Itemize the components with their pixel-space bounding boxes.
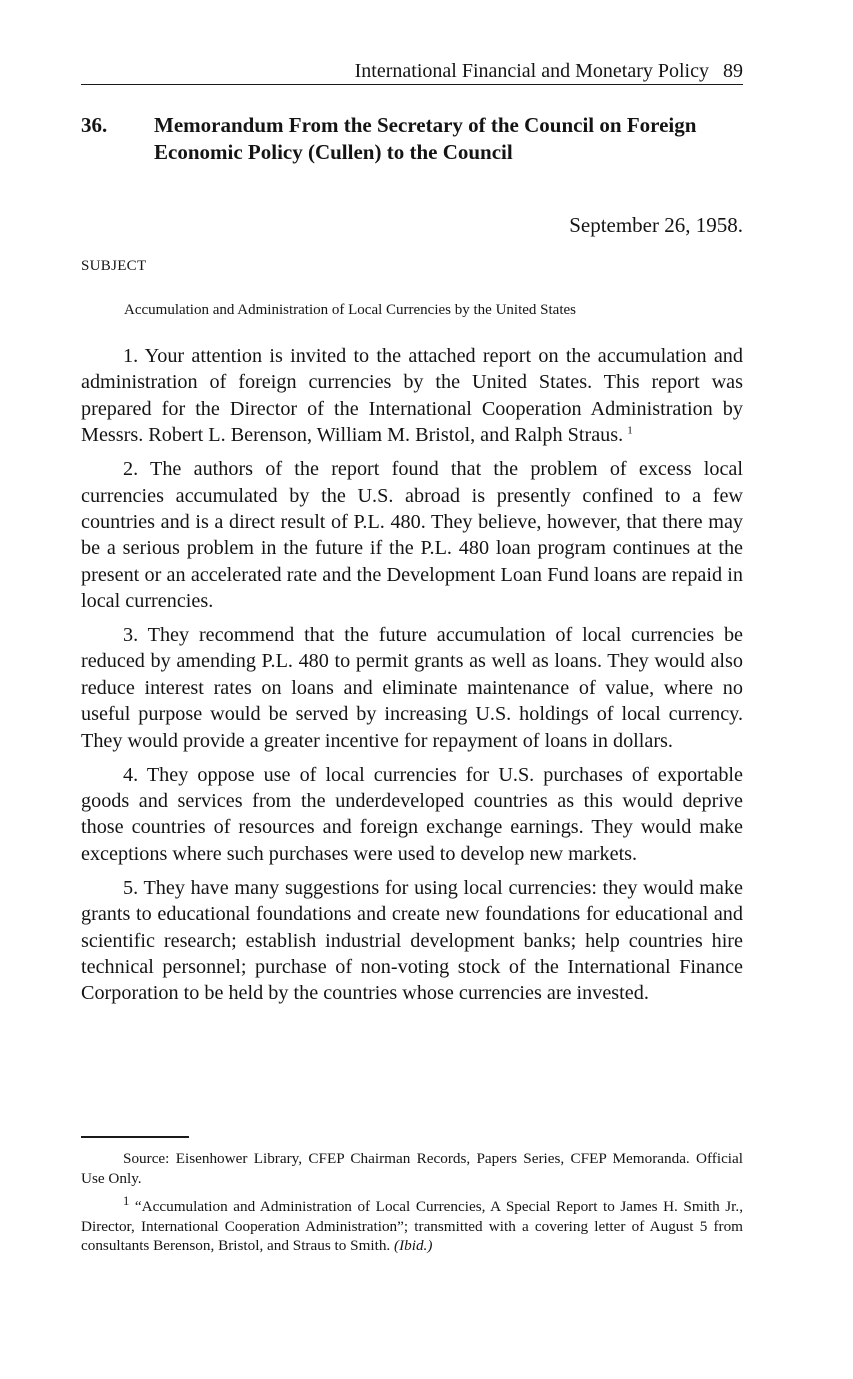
document-heading (81, 112, 749, 166)
paragraph-2 (81, 456, 743, 614)
document-date: September 26, 1958. (569, 213, 743, 237)
running-title: International Financial and Monetary Policy (354, 60, 709, 82)
paragraph-5 (81, 875, 743, 1007)
footnote-marker: 1 (123, 1194, 130, 1208)
running-header (81, 58, 743, 85)
footnote-citation: (Ibid.) (394, 1237, 433, 1255)
paragraph-4 (81, 762, 743, 868)
footnote-text: “Accumulation and Administration of Local Currencies, A Special Report to James H. Smith Jr., Director, International Cooperation Administration”; transmitted with a covering letter of August 5 from consultants Berenson, Bristol, and Straus to Smith. (81, 1198, 743, 1255)
source-note: Source: Eisenhower Library, CFEP Chairman Records, Papers Series, CFEP Memoranda. Official Use Only. (81, 1150, 743, 1187)
paragraph-text: 3. They recommend that the future accumulation of local currencies be reduced by amending P.L. 480 to permit grants as well as loans. They would also reduce interest rates on loans and eliminate maintenance of value, where no useful purpose would be served by increasing U.S. holdings of local currency. They would provide a greater incentive for repayment of loans in dollars. (81, 624, 743, 752)
paragraph-3 (81, 622, 743, 754)
page-number: 89 (723, 60, 743, 82)
footnote-divider (81, 1136, 189, 1138)
memo-body (81, 343, 743, 1014)
paragraph-text: 4. They oppose use of local currencies for U.S. purchases of exportable goods and services from the underdeveloped countries as this would deprive those countries of resources and foreign exchange earnings. They would make exceptions where such purchases were used to develop new markets. (81, 763, 743, 865)
subject-text: Accumulation and Administration of Local Currencies by the United States (124, 302, 576, 318)
footnotes (81, 1149, 743, 1260)
paragraph-text: 1. Your attention is invited to the attached report on the accumulation and administration of foreign currencies by the United States. This report was prepared for the Director of the International Cooperation Administration by Messrs. Robert L. Berenson, William M. Bristol, and Ralph Straus. (81, 345, 743, 447)
paragraph-text: 2. The authors of the report found that the problem of excess local currencies accumulated by the U.S. abroad is presently confined to a few countries and is a direct result of P.L. 480. They believe, however, that there may be a serious problem in the future if the P.L. 480 loan program continues at the present or an accelerated rate and the Development Loan Fund loans are repaid in local currencies. (81, 458, 743, 613)
paragraph-1 (81, 343, 743, 449)
footnote-1 (81, 1192, 743, 1256)
subject-label: SUBJECT (81, 258, 147, 274)
document-title: Memorandum From the Secretary of the Council on Foreign Economic Policy (Cullen) to the Council (154, 113, 697, 164)
footnote-reference: 1 (627, 424, 633, 437)
document-number: 36. (81, 113, 108, 137)
paragraph-text: 5. They have many suggestions for using local currencies: they would make grants to educational foundations and create new foundations for educational and scientific research; establish industrial development banks; help countries hire technical personnel; purchase of non-voting stock of the International Finance Corporation to be held by the countries whose currencies are invested. (81, 876, 743, 1005)
